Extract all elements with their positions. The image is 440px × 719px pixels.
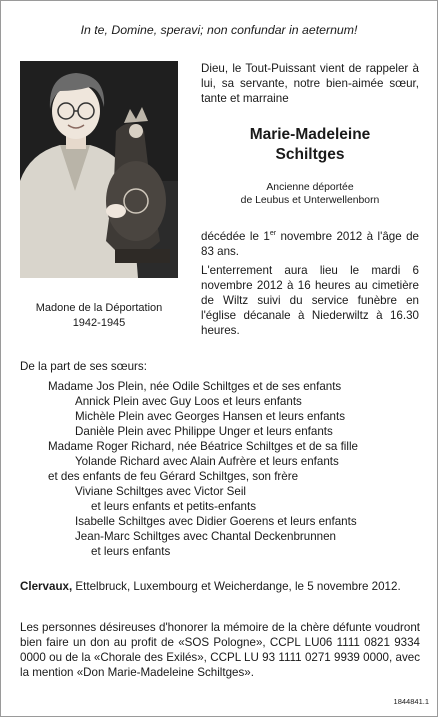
portrait-photo xyxy=(20,61,178,278)
family-line: Madame Jos Plein, née Odile Schiltges et de ses enfants xyxy=(48,380,342,393)
family-list xyxy=(1,379,439,559)
donation-text: Les personnes désireuses d'honorer la mémoire de la chère défunte voudront bien faire un don au profit de «SOS Pologne», CCPL LU06 1111 0821 9334 0000 ou de la «Chorale des Exilés», CCPL LU 93 1111 0271 9939 0000, avec la mention «Don Marie-Madeleine Schiltges». xyxy=(20,621,420,679)
photo-caption xyxy=(20,301,178,331)
death-date-text xyxy=(201,229,419,259)
subtitle-line: Ancienne déportée xyxy=(266,182,354,193)
subtitle-line: de Leubus et Unterwellenborn xyxy=(240,195,380,206)
family-line: Viviane Schiltges avec Victor Seil xyxy=(75,485,246,498)
motto: In te, Domine, speravi; non confundar in aeternum! xyxy=(80,23,358,37)
family-line: Isabelle Schiltges avec Didier Goerens et leurs enfants xyxy=(75,515,357,528)
family-line: et des enfants de feu Gérard Schiltges, son frère xyxy=(48,470,299,483)
family-line: Danièle Plein avec Philippe Unger et leurs enfants xyxy=(75,425,333,438)
from-label: De la part de ses sœurs: xyxy=(20,360,147,373)
family-line: Yolande Richard avec Alain Aufrère et leurs enfants xyxy=(75,455,339,468)
family-line: et leurs enfants xyxy=(91,545,171,558)
death-text-sup: er xyxy=(269,230,277,238)
deceased-name xyxy=(201,125,419,165)
place-date xyxy=(20,579,420,594)
family-line: Madame Roger Richard, née Béatrice Schiltges et de sa fille xyxy=(48,440,358,453)
place-rest: Ettelbruck, Luxembourg et Weicherdange, le 5 novembre 2012. xyxy=(72,580,401,593)
caption-line: 1942-1945 xyxy=(72,317,126,329)
intro-text: Dieu, le Tout-Puissant vient de rappeler à lui, sa servante, notre bien-aimée sœur, tante et marraine xyxy=(201,62,419,105)
deceased-subtitle xyxy=(201,181,419,207)
family-line: Annick Plein avec Guy Loos et leurs enfants xyxy=(75,395,302,408)
funeral-text: L'enterrement aura lieu le mardi 6 novembre 2012 à 16 heures au cimetière de Wiltz suivi du service funèbre en l'église décanale à Niederwiltz à 16.30 heures. xyxy=(201,264,419,337)
place-town: Clervaux, xyxy=(20,580,73,593)
death-text-before: décédée le 1 xyxy=(201,230,270,243)
portrait-photo-icon xyxy=(20,61,178,278)
family-line: Jean-Marc Schiltges avec Chantal Deckenbrunnen xyxy=(75,530,337,543)
first-name: Marie-Madeleine xyxy=(249,126,371,143)
family-line: Michèle Plein avec Georges Hansen et leurs enfants xyxy=(75,410,346,423)
last-name: Schiltges xyxy=(275,146,345,163)
death-text-after: novembre 2012 à l'âge de 83 ans. xyxy=(201,230,419,258)
family-line: et leurs enfants et petits-enfants xyxy=(91,500,256,513)
caption-line: Madone de la Déportation xyxy=(35,302,163,314)
reference-number: 1844841.1 xyxy=(393,697,429,706)
